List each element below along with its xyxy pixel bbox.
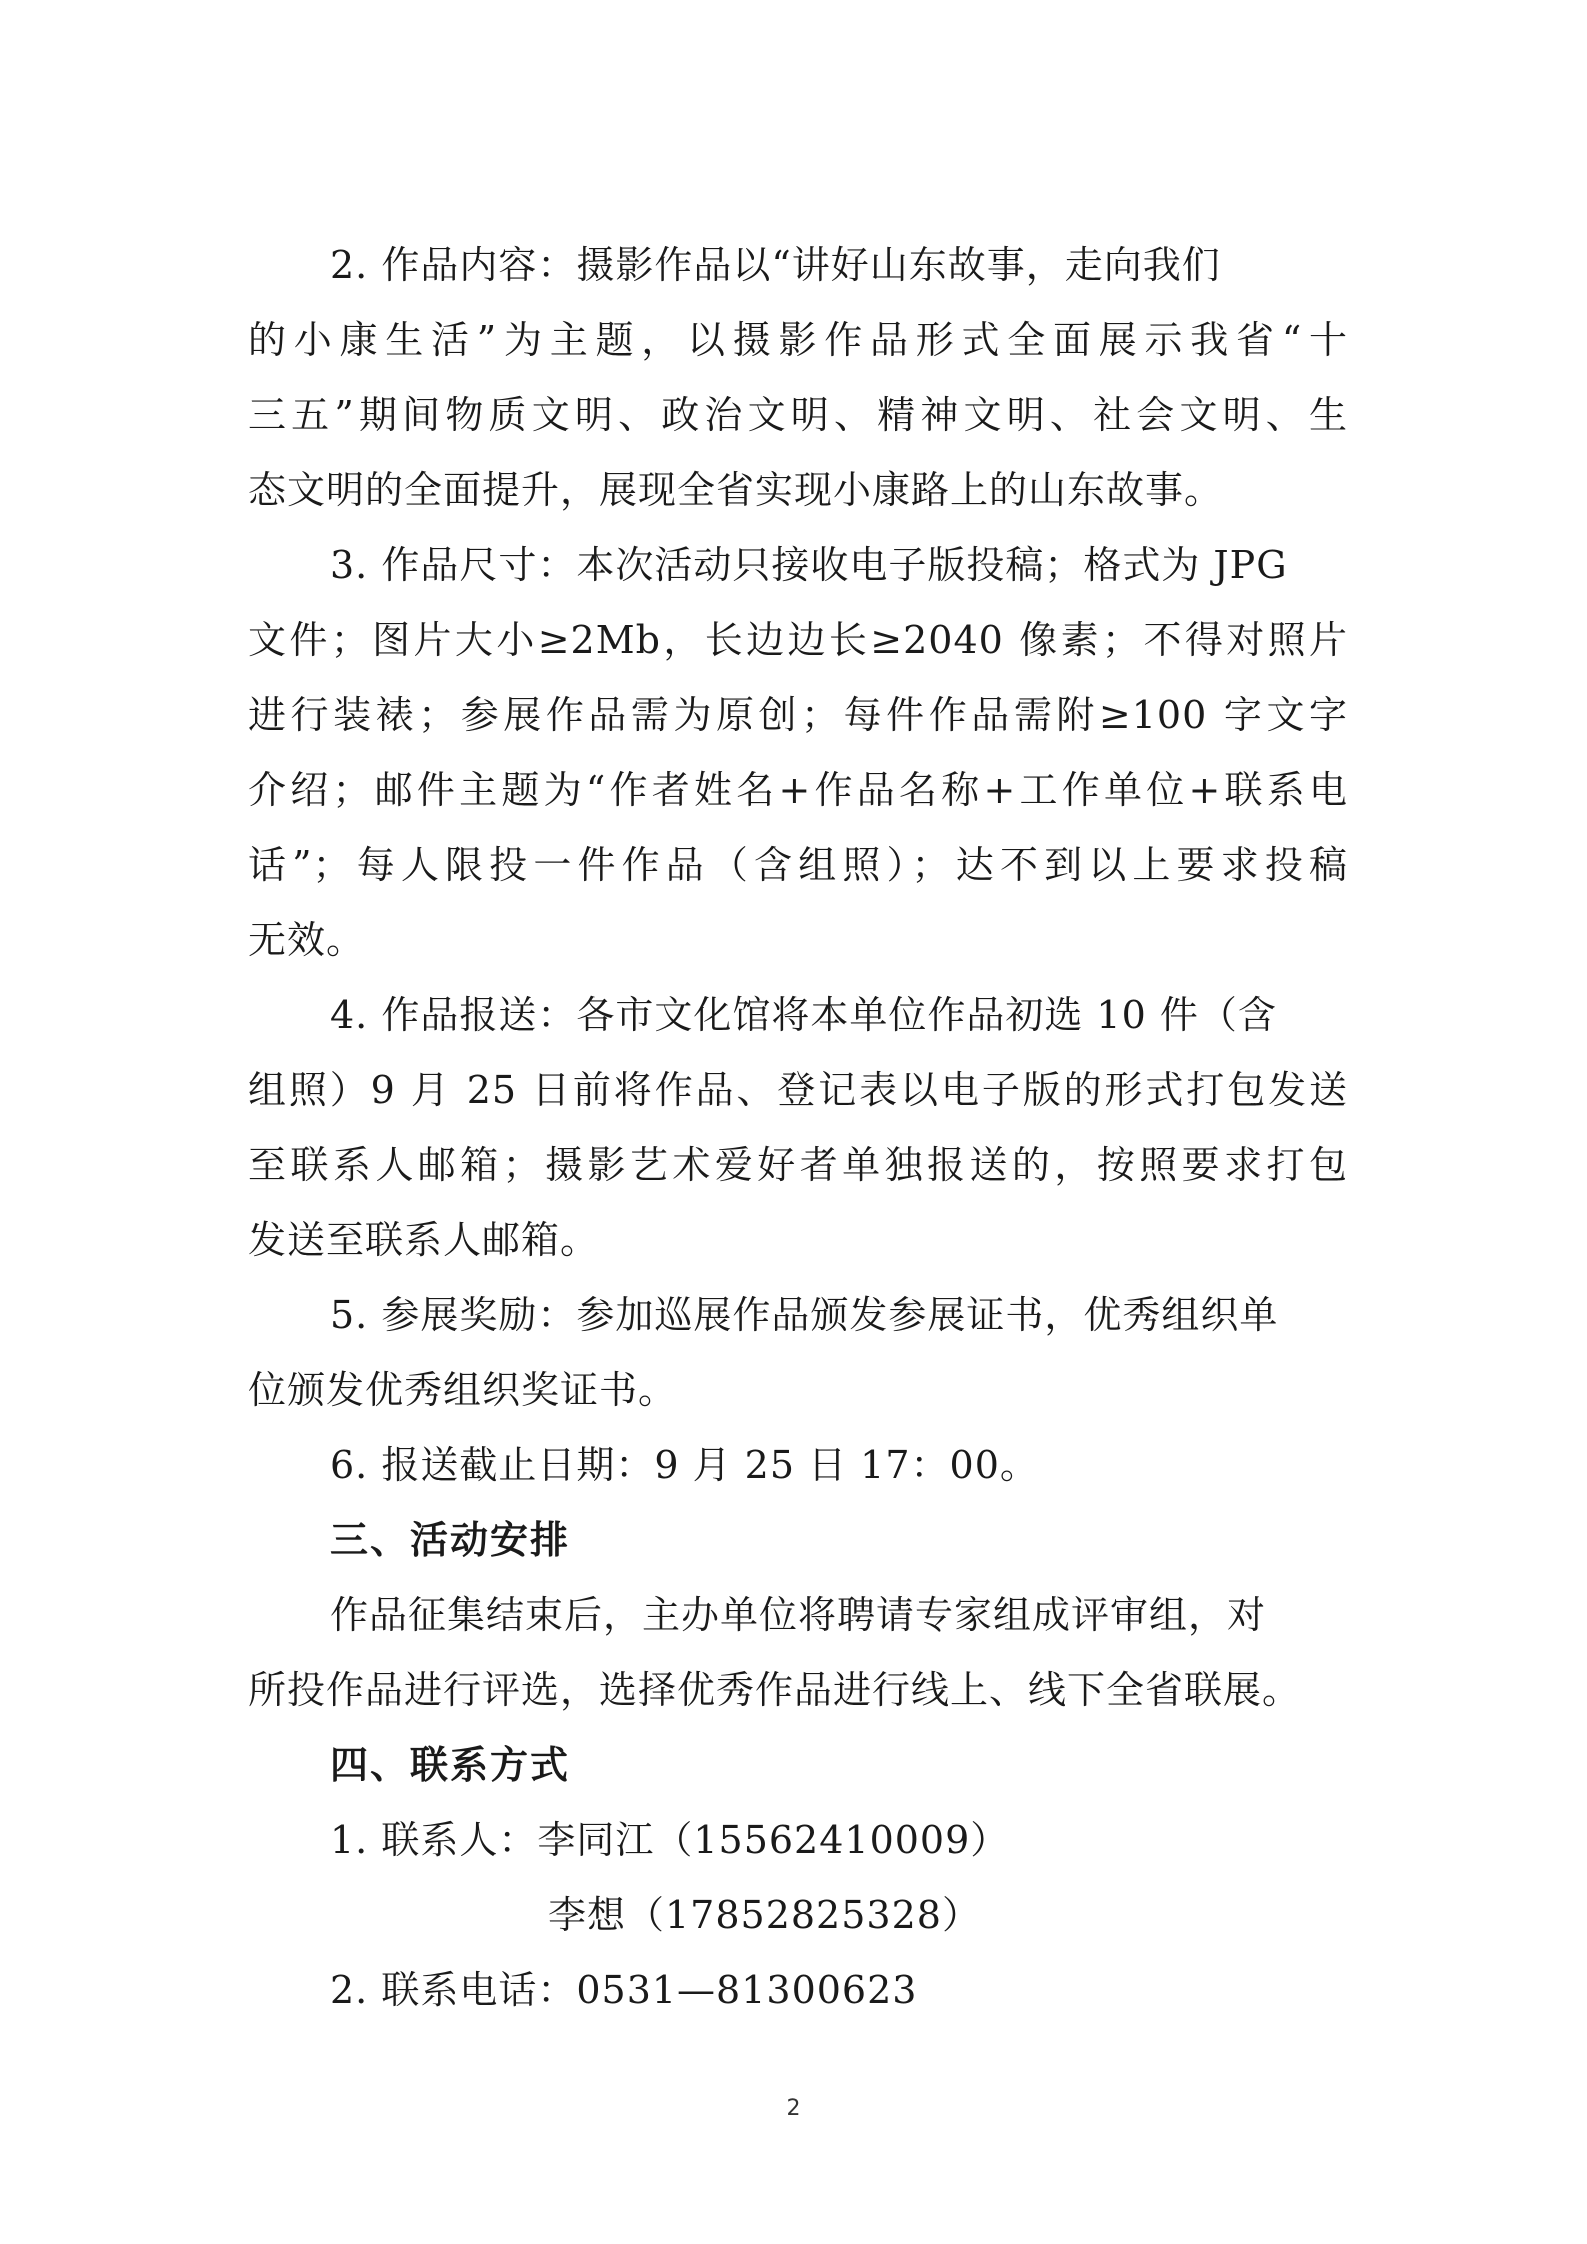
paragraph-line: 文件；图片大小≥2Mb，长边边长≥2040 像素；不得对照片: [248, 618, 1348, 662]
paragraph-line: 态文明的全面提升，展现全省实现小康路上的山东故事。: [248, 468, 1224, 512]
page-number: 2: [786, 2096, 801, 2121]
paragraph-line: 2. 作品内容：摄影作品以“讲好山东故事，走向我们: [330, 243, 1221, 287]
paragraph-line: 的小康生活”为主题，以摄影作品形式全面展示我省“十: [248, 318, 1348, 362]
paragraph-line: 至联系人邮箱；摄影艺术爱好者单独报送的，按照要求打包: [248, 1143, 1348, 1187]
section-heading: 四、联系方式: [330, 1743, 571, 1787]
paragraph-line: 4. 作品报送：各市文化馆将本单位作品初选 10 件（含: [330, 993, 1277, 1037]
paragraph-line: 3. 作品尺寸：本次活动只接收电子版投稿；格式为 JPG: [330, 543, 1288, 587]
paragraph-line: 组照）9 月 25 日前将作品、登记表以电子版的形式打包发送: [248, 1068, 1348, 1112]
paragraph-line: 三五”期间物质文明、政治文明、精神文明、社会文明、生: [248, 393, 1348, 437]
paragraph-line: 进行装裱；参展作品需为原创；每件作品需附≥100 字文字: [248, 693, 1348, 737]
paragraph-line: 5. 参展奖励：参加巡展作品颁发参展证书，优秀组织单: [330, 1293, 1279, 1337]
paragraph-line: 话”；每人限投一件作品（含组照）；达不到以上要求投稿: [248, 843, 1348, 887]
paragraph-line: 发送至联系人邮箱。: [248, 1218, 600, 1262]
contact-line: 李想（17852825328）: [548, 1893, 981, 1937]
paragraph-line: 介绍；邮件主题为“作者姓名+作品名称+工作单位+联系电: [248, 768, 1348, 812]
contact-line: 1. 联系人：李同江（15562410009）: [330, 1818, 1010, 1862]
paragraph-line: 位颁发优秀组织奖证书。: [248, 1368, 678, 1412]
contact-line: 2. 联系电话：0531—81300623: [330, 1968, 918, 2012]
paragraph-line: 无效。: [248, 918, 366, 962]
paragraph-line: 作品征集结束后，主办单位将聘请专家组成评审组，对: [330, 1593, 1267, 1637]
section-heading: 三、活动安排: [330, 1518, 571, 1562]
paragraph-line: 所投作品进行评选，选择优秀作品进行线上、线下全省联展。: [248, 1668, 1302, 1712]
paragraph-line: 6. 报送截止日期：9 月 25 日 17：00。: [330, 1443, 1039, 1487]
